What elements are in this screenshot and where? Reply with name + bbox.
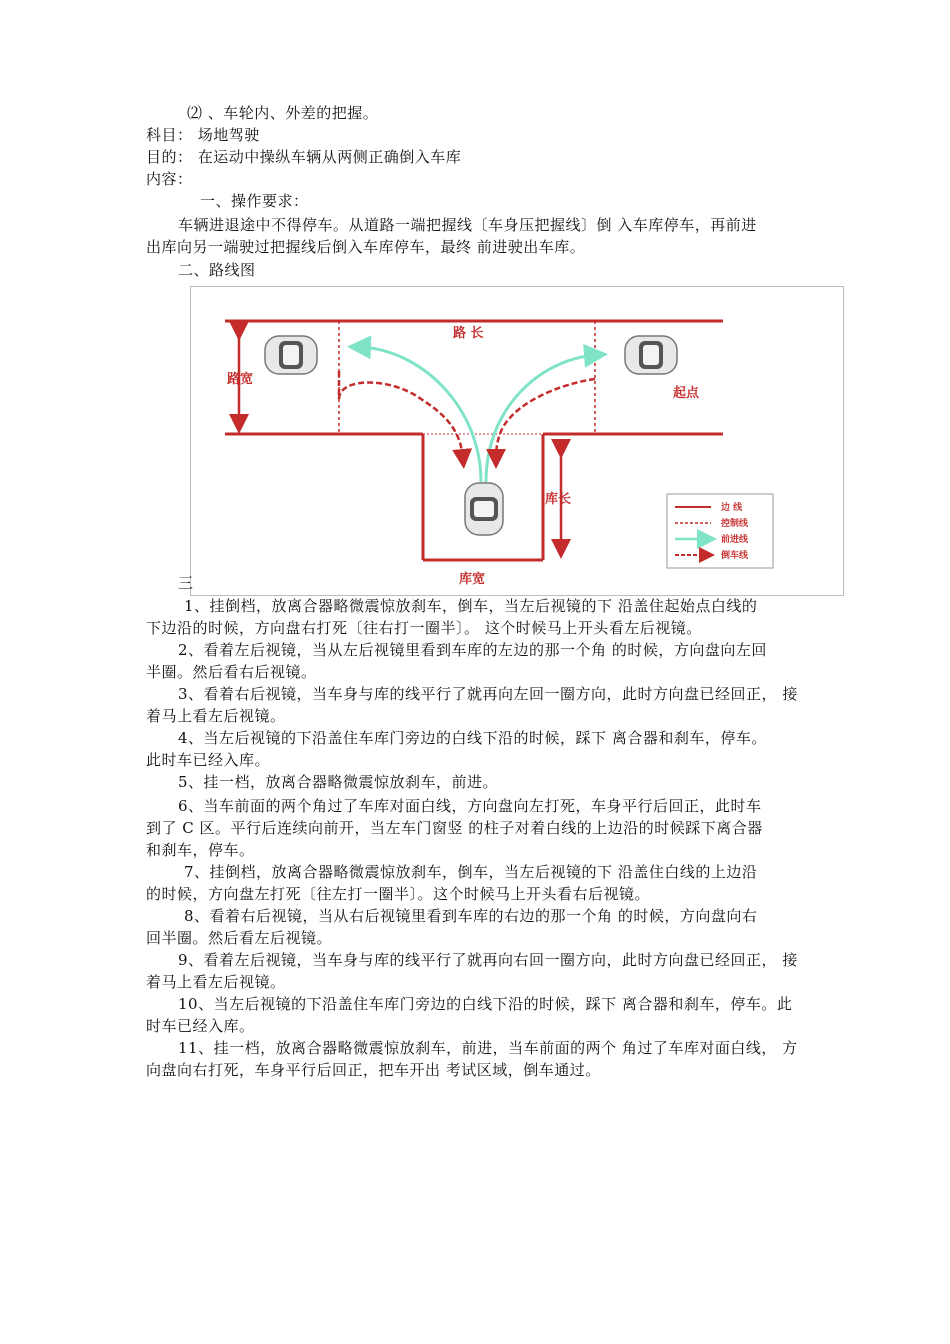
step-line-6: 着马上看左后视镜。 (146, 707, 286, 725)
step-line-22: 向盘向右打死，车身平行后回正，把车开出 考试区域，倒车通过。 (146, 1061, 601, 1079)
step-line-11: 到了 C 区。平行后连续向前开，当左车门窗竖 的柱子对着白线的上边沿的时候踩下离合器 (146, 819, 763, 837)
car-left (265, 336, 317, 374)
legend-edge-label: 边 线 (721, 503, 743, 513)
route-diagram-svg (191, 287, 843, 595)
road-length-label: 路 长 (453, 326, 484, 341)
step-line-1: 1、挂倒档，放离合器略微震惊放刹车，倒车，当左后视镜的下 沿盖住起始点白线的 (184, 597, 758, 615)
step-line-3: 2、看着左后视镜，当从左后视镜里看到车库的左边的那一个角 的时候，方向盘向左回 (178, 641, 767, 659)
legend (667, 494, 773, 568)
forward-path-left (359, 347, 481, 482)
start-label: 起点 (673, 386, 700, 401)
requirement-line-2: 出库向另一端驶过把握线后倒入车库停车，最终 前进驶出车库。 (146, 238, 586, 256)
section-3-heading: 三 (178, 574, 194, 592)
reverse-path-right (496, 379, 595, 459)
road-width-label: 路宽 (227, 372, 254, 387)
step-line-8: 此时车已经入库。 (146, 751, 271, 769)
step-line-18: 着马上看左后视镜。 (146, 973, 286, 991)
step-line-10: 6、当车前面的两个角过了车库对面白线，方向盘向左打死，车身平行后回正，此时车 (178, 797, 762, 815)
legend-reverse-label: 倒车线 (721, 551, 749, 561)
step-line-15: 8、看着右后视镜，当从右后视镜里看到车库的右边的那一个角 的时候，方向盘向右 (184, 907, 758, 925)
step-line-5: 3、看着右后视镜，当车身与库的线平行了就再向左回一圈方向，此时方向盘已经回正， 接 (178, 685, 798, 703)
garage-length-label: 库长 (545, 492, 572, 507)
step-line-13: 7、挂倒档，放离合器略微震惊放刹车，倒车，当左后视镜的下 沿盖住白线的上边沿 (184, 863, 758, 881)
step-line-16: 回半圈。然后看左后视镜。 (146, 929, 333, 947)
garage-width-label: 库宽 (459, 572, 486, 587)
section-2-heading: 二、路线图 (178, 261, 256, 279)
step-line-7: 4、当左后视镜的下沿盖住车库门旁边的白线下沿的时候，踩下 离合器和刹车，停车。 (178, 729, 767, 747)
car-garage (465, 483, 503, 535)
requirement-line-1: 车辆进退途中不得停车。从道路一端把握线〔车身压把握线〕倒 入车库停车，再前进 (178, 216, 757, 234)
section-1-heading: 一、操作要求： (200, 192, 309, 210)
step-line-21: 11、挂一档，放离合器略微震惊放刹车，前进，当车前面的两个 角过了车库对面白线， 方 (178, 1039, 798, 1057)
step-line-17: 9、看着左后视镜，当车身与库的线平行了就再向右回一圈方向，此时方向盘已经回正， 接 (178, 951, 798, 969)
reverse-path-left (339, 383, 463, 460)
route-diagram (190, 286, 844, 596)
forward-path-right (486, 355, 596, 482)
purpose-line: 目的： 在运动中操纵车辆从两侧正确倒入车库 (146, 148, 462, 166)
content-label: 内容： (146, 170, 193, 188)
step-line-19: 10、当左后视镜的下沿盖住车库门旁边的白线下沿的时候，踩下 离合器和刹车，停车。此 (178, 995, 793, 1013)
step-line-2: 下边沿的时候，方向盘右打死〔往右打一圈半〕。 这个时候马上开头看左后视镜。 (146, 619, 702, 637)
legend-forward-label: 前进线 (721, 535, 749, 545)
step-line-14: 的时候，方向盘左打死〔往左打一圈半〕。这个时候马上开头看右后视镜。 (146, 885, 651, 903)
step-line-12: 和刹车，停车。 (146, 841, 255, 859)
legend-control-label: 控制线 (721, 519, 749, 529)
step-line-9: 5、挂一档，放离合器略微震惊放刹车，前进。 (178, 773, 499, 791)
step-line-4: 半圈。然后看右后视镜。 (146, 663, 317, 681)
item-2-heading: ⑵ 、车轮内、外差的把握。 (187, 104, 379, 122)
step-line-20: 时车已经入库。 (146, 1017, 255, 1035)
subject-line: 科目： 场地驾驶 (146, 126, 260, 144)
car-start (625, 336, 677, 374)
